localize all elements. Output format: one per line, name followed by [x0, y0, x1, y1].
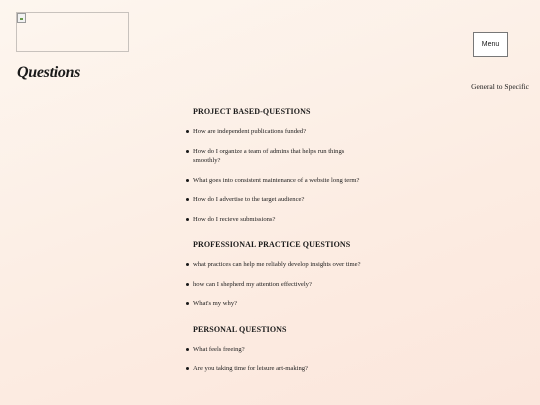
question-list	[193, 260, 363, 309]
question-item: How do I recieve submissions?	[193, 215, 363, 225]
question-item: What's my why?	[193, 299, 363, 309]
section-personal	[193, 325, 363, 374]
section-professional-practice	[193, 240, 363, 309]
question-list	[193, 345, 363, 374]
question-item: How do I advertise to the target audience?	[193, 195, 363, 205]
question-item: How are independent publications funded?	[193, 127, 363, 137]
question-item: What goes into consistent maintenance of a website long term?	[193, 176, 363, 186]
sort-order-label: General to Specific	[471, 82, 529, 91]
section-heading: PROJECT BASED-QUESTIONS	[193, 107, 311, 116]
question-item: how can I shepherd my attention effectively?	[193, 280, 363, 290]
question-list	[193, 127, 363, 224]
broken-image-icon	[17, 13, 26, 23]
section-project-based	[193, 107, 363, 224]
question-item: Are you taking time for leisure art-making?	[193, 364, 363, 374]
section-heading: PERSONAL QUESTIONS	[193, 324, 287, 334]
question-item: How do I organize a team of admins that helps run things smoothly?	[193, 147, 363, 166]
menu-button[interactable]: Menu	[473, 32, 508, 57]
section-heading: PROFESSIONAL PRACTICE QUESTIONS	[193, 240, 351, 249]
question-item: What feels freeing?	[193, 345, 363, 355]
page-title: Questions	[17, 64, 81, 81]
site-logo[interactable]	[16, 12, 129, 52]
questions-content	[193, 107, 363, 390]
question-item: what practices can help me reliably develop insights over time?	[193, 260, 363, 270]
